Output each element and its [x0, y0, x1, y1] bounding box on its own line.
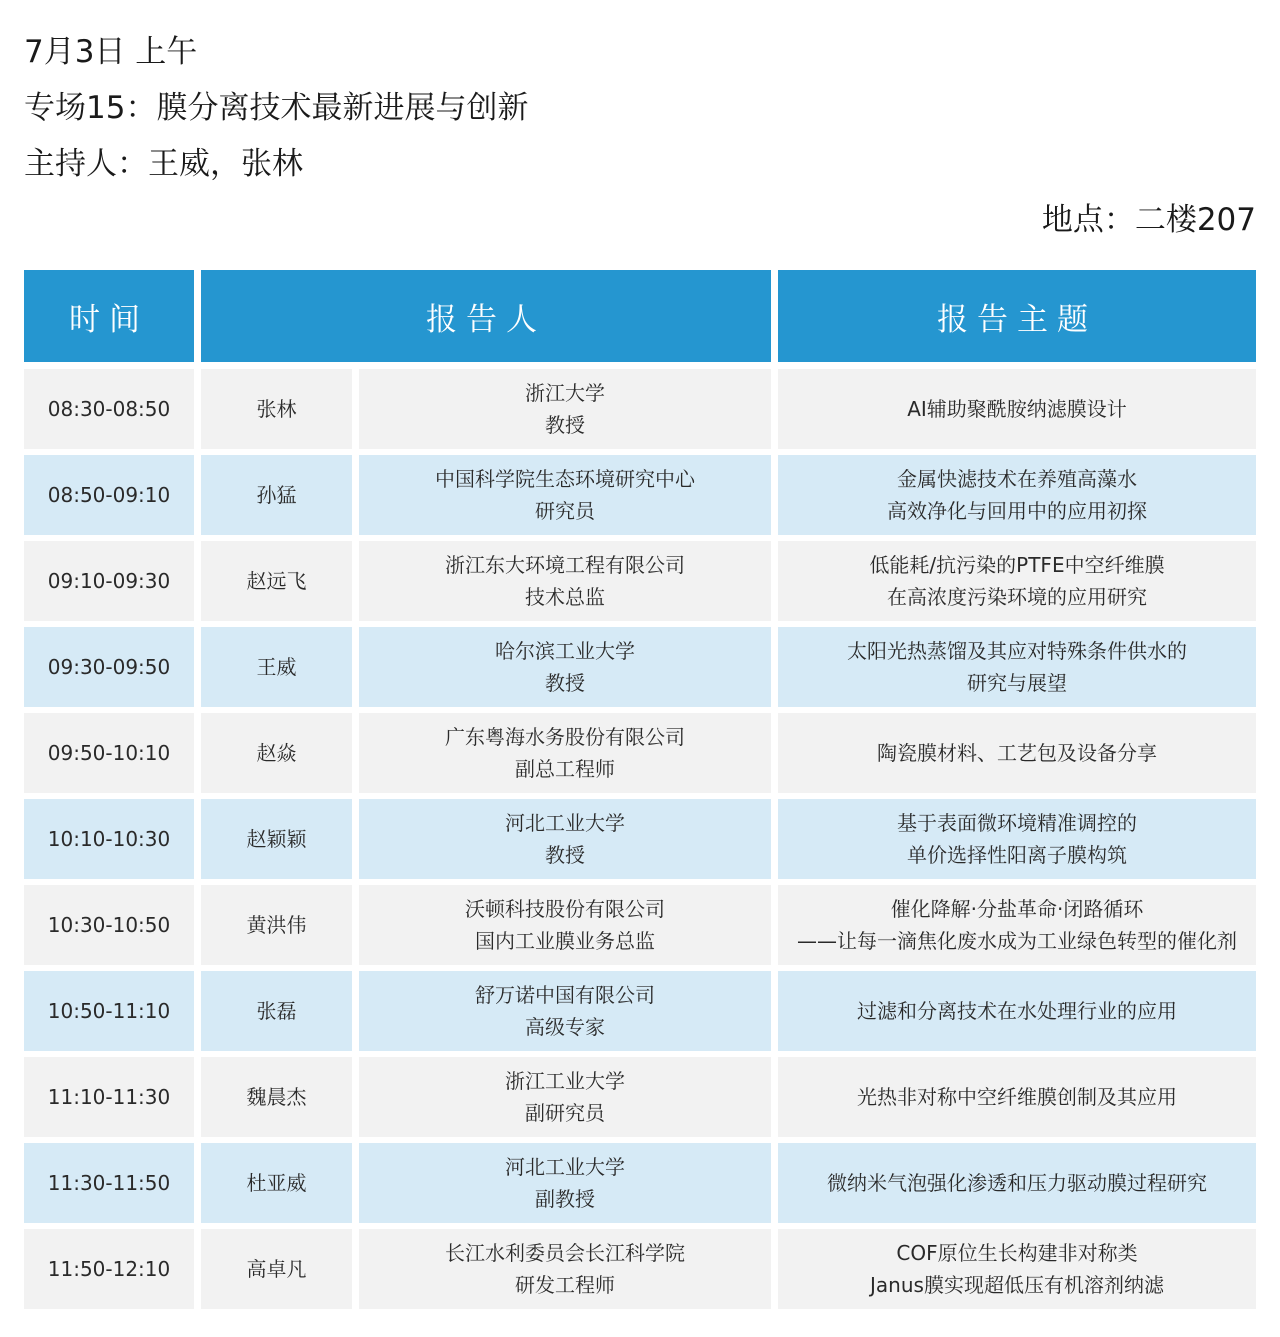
topic-cell-text: 研究与展望 — [967, 671, 1067, 695]
speaker-affiliation-cell — [359, 971, 771, 1051]
table-row — [0, 455, 1280, 535]
topic-cell-text: Janus膜实现超低压有机溶剂纳滤 — [870, 1273, 1164, 1297]
table-row — [0, 885, 1280, 965]
speaker-affiliation-cell-text: 哈尔滨工业大学 — [495, 639, 635, 663]
time-cell-text: 09:50-10:10 — [47, 741, 171, 765]
speaker-name-cell — [201, 627, 352, 707]
time-cell — [24, 369, 194, 449]
topic-cell — [778, 713, 1256, 793]
topic-cell — [778, 1229, 1256, 1309]
session-hosts: 主持人：王威，张林 — [24, 146, 303, 182]
speaker-affiliation-cell — [359, 369, 771, 449]
topic-cell-text: 低能耗/抗污染的PTFE中空纤维膜 — [869, 553, 1165, 577]
speaker-affiliation-cell-text: 研发工程师 — [515, 1273, 615, 1297]
time-cell-text: 11:30-11:50 — [47, 1171, 171, 1195]
column-header-speaker: 报告人 — [201, 270, 771, 362]
time-cell — [24, 799, 194, 879]
speaker-name-cell — [201, 885, 352, 965]
table-row — [0, 1143, 1280, 1223]
time-cell — [24, 627, 194, 707]
table-row — [0, 627, 1280, 707]
speaker-name-cell — [201, 455, 352, 535]
time-cell — [24, 541, 194, 621]
speaker-affiliation-cell — [359, 799, 771, 879]
speaker-affiliation-cell — [359, 713, 771, 793]
speaker-affiliation-cell-text: 长江水利委员会长江科学院 — [445, 1241, 685, 1265]
speaker-affiliation-cell-text: 副研究员 — [525, 1101, 605, 1125]
topic-cell-text: 陶瓷膜材料、工艺包及设备分享 — [877, 741, 1157, 765]
speaker-name-cell — [201, 1057, 352, 1137]
speaker-affiliation-cell-text: 沃顿科技股份有限公司 — [465, 897, 665, 921]
speaker-affiliation-cell-text: 技术总监 — [525, 585, 605, 609]
table-row — [0, 799, 1280, 879]
table-row — [0, 369, 1280, 449]
time-cell — [24, 1057, 194, 1137]
speaker-name-cell — [201, 713, 352, 793]
topic-cell — [778, 1057, 1256, 1137]
table-row — [0, 541, 1280, 621]
time-cell — [24, 1229, 194, 1309]
speaker-name-cell-text: 黄洪伟 — [246, 913, 307, 937]
time-cell-text: 10:50-11:10 — [47, 999, 171, 1023]
speaker-name-cell-text: 孙猛 — [256, 483, 297, 507]
table-row — [0, 971, 1280, 1051]
speaker-affiliation-cell-text: 教授 — [545, 671, 585, 695]
speaker-affiliation-cell — [359, 1057, 771, 1137]
speaker-affiliation-cell — [359, 885, 771, 965]
topic-cell-text: AI辅助聚酰胺纳滤膜设计 — [907, 397, 1127, 421]
time-cell — [24, 1143, 194, 1223]
session-venue: 地点：二楼207 — [1041, 202, 1256, 238]
speaker-affiliation-cell-text: 广东粤海水务股份有限公司 — [445, 725, 685, 749]
speaker-name-cell-text: 高卓凡 — [246, 1257, 307, 1281]
topic-cell-text: 单价选择性阳离子膜构筑 — [907, 843, 1127, 867]
speaker-name-cell — [201, 1229, 352, 1309]
column-header-time: 时间 — [24, 270, 194, 362]
speaker-name-cell — [201, 971, 352, 1051]
time-cell-text: 10:10-10:30 — [47, 827, 171, 851]
table-row — [0, 1057, 1280, 1137]
speaker-affiliation-cell-text: 副教授 — [535, 1187, 595, 1211]
speaker-name-cell-text: 赵焱 — [256, 741, 297, 765]
speaker-affiliation-cell-text: 河北工业大学 — [505, 1155, 625, 1179]
speaker-affiliation-cell-text: 高级专家 — [525, 1015, 605, 1039]
speaker-name-cell-text: 魏晨杰 — [246, 1085, 307, 1109]
topic-cell-text: 光热非对称中空纤维膜创制及其应用 — [857, 1085, 1177, 1109]
topic-cell — [778, 627, 1256, 707]
time-cell — [24, 713, 194, 793]
topic-cell-text: 金属快滤技术在养殖高藻水 — [897, 467, 1137, 491]
topic-cell — [778, 1143, 1256, 1223]
topic-cell-text: 催化降解·分盐革命·闭路循环 — [890, 897, 1144, 921]
topic-cell — [778, 799, 1256, 879]
time-cell-text: 08:30-08:50 — [47, 397, 171, 421]
time-cell — [24, 971, 194, 1051]
topic-cell-text: 过滤和分离技术在水处理行业的应用 — [857, 999, 1177, 1023]
speaker-name-cell-text: 赵颖颖 — [246, 827, 307, 851]
speaker-name-cell — [201, 369, 352, 449]
topic-cell-text: 基于表面微环境精准调控的 — [897, 811, 1137, 835]
speaker-affiliation-cell-text: 浙江东大环境工程有限公司 — [445, 553, 685, 577]
speaker-affiliation-cell-text: 舒万诺中国有限公司 — [475, 983, 655, 1007]
topic-cell-text: 在高浓度污染环境的应用研究 — [887, 585, 1147, 609]
speaker-affiliation-cell-text: 副总工程师 — [515, 757, 615, 781]
time-cell — [24, 885, 194, 965]
speaker-name-cell-text: 张磊 — [256, 999, 297, 1023]
topic-cell — [778, 455, 1256, 535]
speaker-name-cell-text: 赵远飞 — [246, 569, 307, 593]
speaker-affiliation-cell — [359, 541, 771, 621]
speaker-name-cell-text: 王威 — [256, 655, 297, 679]
speaker-affiliation-cell-text: 国内工业膜业务总监 — [475, 929, 655, 953]
speaker-affiliation-cell-text: 浙江大学 — [525, 381, 605, 405]
speaker-name-cell — [201, 541, 352, 621]
speaker-name-cell-text: 杜亚威 — [246, 1171, 307, 1195]
speaker-affiliation-cell-text: 教授 — [545, 413, 585, 437]
time-cell-text: 09:10-09:30 — [47, 569, 171, 593]
session-title: 专场15：膜分离技术最新进展与创新 — [24, 90, 529, 126]
topic-cell — [778, 541, 1256, 621]
topic-cell — [778, 369, 1256, 449]
time-cell-text: 11:50-12:10 — [47, 1257, 171, 1281]
time-cell-text: 08:50-09:10 — [47, 483, 171, 507]
topic-cell-text: 高效净化与回用中的应用初探 — [887, 499, 1147, 523]
table-row — [0, 1229, 1280, 1309]
topic-cell-text: 微纳米气泡强化渗透和压力驱动膜过程研究 — [827, 1171, 1207, 1195]
time-cell — [24, 455, 194, 535]
speaker-affiliation-cell-text: 中国科学院生态环境研究中心 — [435, 467, 695, 491]
time-cell-text: 11:10-11:30 — [47, 1085, 171, 1109]
speaker-affiliation-cell — [359, 627, 771, 707]
time-cell-text: 09:30-09:50 — [47, 655, 171, 679]
speaker-name-cell-text: 张林 — [256, 397, 297, 421]
speaker-name-cell — [201, 799, 352, 879]
session-date: 7月3日 上午 — [24, 34, 198, 70]
speaker-affiliation-cell-text: 教授 — [545, 843, 585, 867]
speaker-affiliation-cell — [359, 1229, 771, 1309]
speaker-affiliation-cell-text: 研究员 — [535, 499, 595, 523]
speaker-affiliation-cell — [359, 1143, 771, 1223]
column-header-topic: 报告主题 — [778, 270, 1256, 362]
speaker-affiliation-cell-text: 河北工业大学 — [505, 811, 625, 835]
speaker-name-cell — [201, 1143, 352, 1223]
table-row — [0, 713, 1280, 793]
speaker-affiliation-cell-text: 浙江工业大学 — [505, 1069, 625, 1093]
topic-cell — [778, 885, 1256, 965]
topic-cell-text: COF原位生长构建非对称类 — [896, 1241, 1138, 1265]
topic-cell-text: 太阳光热蒸馏及其应对特殊条件供水的 — [847, 639, 1187, 663]
topic-cell-text: ——让每一滴焦化废水成为工业绿色转型的催化剂 — [797, 929, 1237, 953]
speaker-affiliation-cell — [359, 455, 771, 535]
time-cell-text: 10:30-10:50 — [47, 913, 171, 937]
topic-cell — [778, 971, 1256, 1051]
